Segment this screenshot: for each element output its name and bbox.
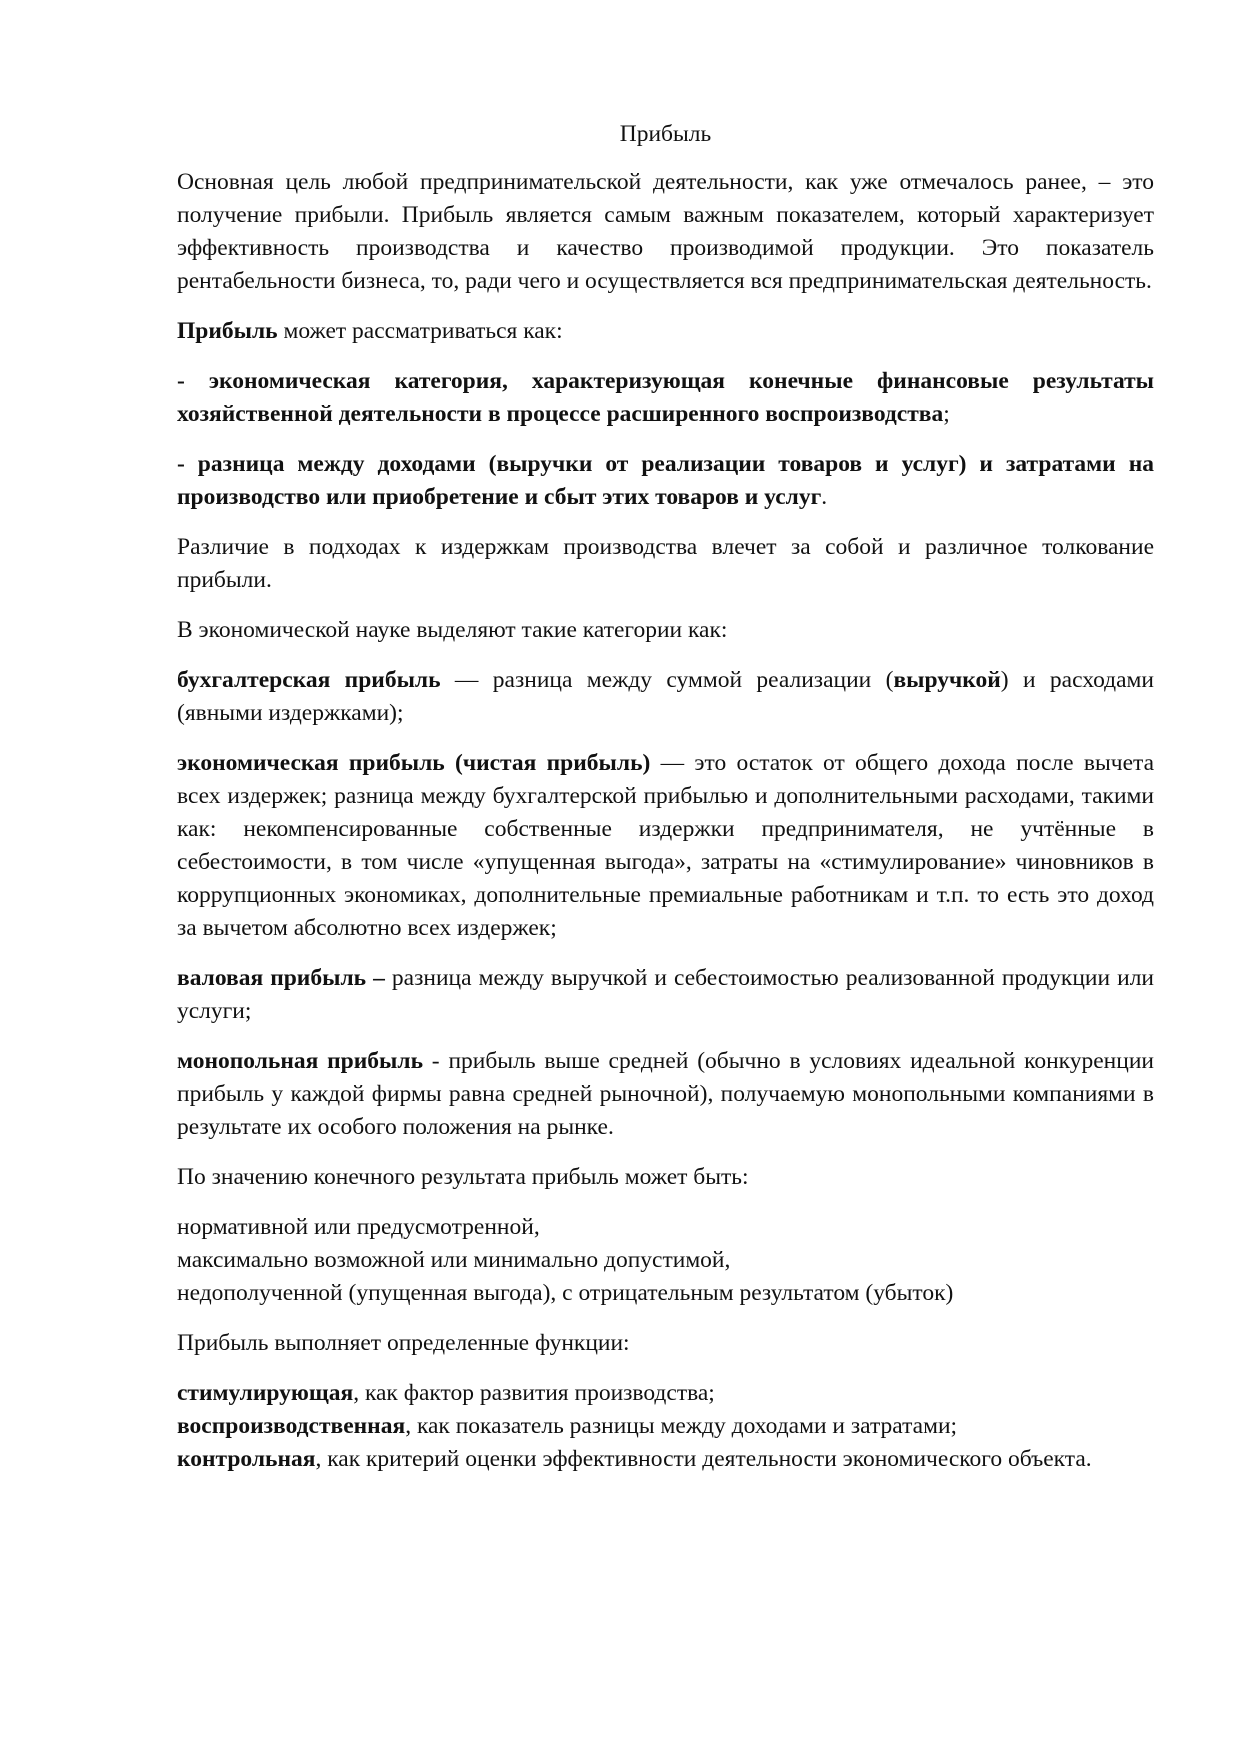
profit-definition-intro (177, 315, 1154, 348)
function-rest: , как критерий оценки эффективности деятельности экономического объекта. (315, 1446, 1092, 1472)
function-item (177, 1410, 1154, 1443)
profit-definition-rest: может рассматриваться как: (277, 318, 563, 344)
monopoly-profit-rest: - прибыль выше средней (обычно в условиях идеальной конкуренции прибыль у каждой фирмы равна средней рыночной), получаемую монопольными компаниями в результате их особого положения на рынке. (177, 1048, 1154, 1140)
function-term: контрольная (177, 1446, 316, 1472)
result-intro: По значению конечного результата прибыль может быть: (177, 1164, 749, 1190)
economic-category-bold: - экономическая категория, характеризующая конечные финансовые результаты хозяйственной деятельности в процессе расширенного воспроизводства (177, 368, 1154, 427)
function-term: стимулирующая (177, 1380, 354, 1406)
approaches-paragraph: Различие в подходах к издержкам производства влечет за собой и различное толкование прибыли. (177, 534, 1154, 593)
economic-category-rest: ; (943, 401, 950, 427)
economic-profit-rest: — это остаток от общего дохода после вычета всех издержек; разница между бухгалтерской прибылью и дополнительными расходами, такими как: некомпенсированные собственные издержки предпринимателя, не учтённые в себестоимости, в том числе «упущенная выгода», затраты на «стимулирование» чиновников в коррупционных экономиках, дополнительные премиальные работникам и т.п. то есть это доход за вычетом абсолютно всех издержек; (177, 750, 1154, 941)
function-term: воспроизводственная (177, 1413, 406, 1439)
gross-profit-term: валовая прибыль – (177, 965, 385, 991)
profit-term: Прибыль (177, 318, 278, 344)
accounting-profit-term: бухгалтерская прибыль (177, 667, 441, 693)
revenue-term: выручкой (893, 667, 1001, 693)
monopoly-profit-paragraph (177, 1045, 1154, 1144)
result-item: нормативной или предусмотренной, (177, 1214, 540, 1240)
gross-profit-paragraph (177, 962, 1154, 1028)
difference-rest: . (821, 484, 828, 510)
functions-intro: Прибыль выполняет определенные функции: (177, 1330, 630, 1356)
categories-intro: В экономической науке выделяют такие категории как: (177, 617, 728, 643)
monopoly-profit-term: монопольная прибыль (177, 1048, 423, 1074)
document-title: Прибыль (619, 121, 712, 147)
function-item (177, 1443, 1154, 1476)
accounting-profit-text2: ) и расходами (явными издержками); (177, 667, 1154, 726)
economic-profit-paragraph (177, 747, 1154, 945)
gross-profit-rest: разница между выручкой и себестоимостью реализованной продукции или услуги; (177, 965, 1154, 1024)
function-rest: , как показатель разницы между доходами и затратами; (405, 1413, 958, 1439)
function-rest: , как фактор развития производства; (353, 1380, 715, 1406)
functions-list (177, 1377, 1154, 1476)
result-item: максимально возможной или минимально допустимой, (177, 1247, 731, 1273)
accounting-profit-text1: — разница между суммой реализации ( (440, 667, 894, 693)
function-item (177, 1377, 1154, 1410)
difference-bold: - разница между доходами (выручки от реализации товаров и услуг) и затратами на производство или приобретение и сбыт этих товаров и услуг (177, 451, 1154, 510)
result-item: недополученной (упущенная выгода), с отрицательным результатом (убыток) (177, 1280, 954, 1306)
definition-economic-category (177, 365, 1154, 431)
economic-profit-term: экономическая прибыль (чистая прибыль) (177, 750, 651, 776)
document-page (177, 118, 1154, 1476)
accounting-profit-paragraph (177, 664, 1154, 730)
intro-paragraph: Основная цель любой предпринимательской деятельности, как уже отмечалось ранее, – это получение прибыли. Прибыль является самым важным показателем, который характеризует эффективность производства и качество производимой продукции. Это показатель рентабельности бизнеса, то, ради чего и осуществляется вся предпринимательская деятельность. (177, 169, 1154, 294)
definition-difference (177, 448, 1154, 514)
